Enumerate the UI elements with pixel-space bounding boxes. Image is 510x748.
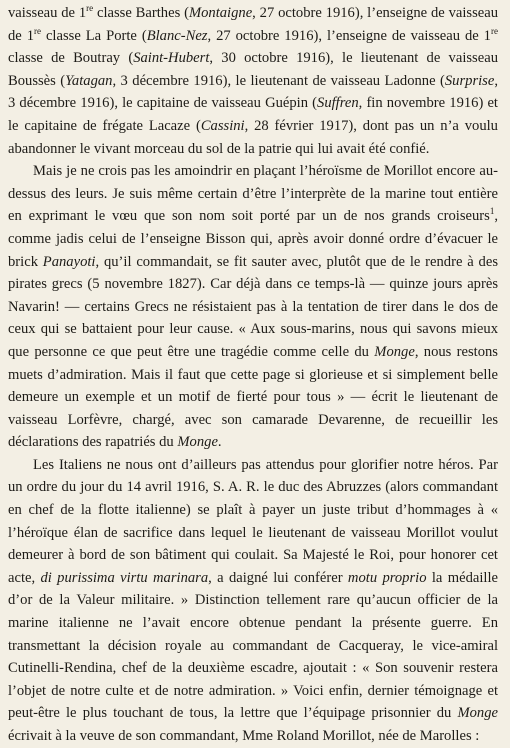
italic-text: motu proprio xyxy=(347,569,427,586)
italic-text: Suffren xyxy=(317,95,359,112)
italic-text: di purissima virtu marinara xyxy=(40,569,209,586)
text-run: la médaille d’or de la Valeur militaire. » Distinction tellement rare qu’aucun officier de la marine italienne ne l’avait encore obtenue pendant la présente guerre. En transmettant la décision royale au commandant de Cacqueray, le vice-amiral Cutinelli-Rendina, chef de la deuxième escadre, ajoutait : « Son souvenir restera l’objet de notre culte et de notre admiration. » Voici enfin, dernier témoignage et peut-être le plus touchant de tous, la lettre que l’équipage prisonnier du xyxy=(8,569,498,722)
italic-text: Blanc-Nez xyxy=(146,27,208,44)
superscript: re xyxy=(34,25,42,36)
superscript: re xyxy=(86,3,94,14)
text-run: , 30 octobre 1916), le lieutenant de vaisseau Boussès ( xyxy=(8,50,498,89)
text-run: . xyxy=(217,434,222,451)
text-run: , 3 décembre 1916), le lieutenant de vaisseau Ladonne ( xyxy=(112,72,445,89)
italic-text: Montaigne xyxy=(188,5,253,21)
text-run: classe La Porte ( xyxy=(41,27,147,44)
text-run: écrivait à la veuve de son commandant, Mme Roland Morillot, née de Marolles : xyxy=(8,728,480,744)
italic-text: Surprise xyxy=(444,72,495,89)
text-run: , nous restons muets d’admiration. Mais il faut que cette page si glorieuse et si simplement belle demeure un exemple et un motif de fierté pour tous » — écrit le lieutenant de vaisseau Lorfèvre, chargé, avec son camarade Devarenne, de recueillir les déclarations des rapatriés du xyxy=(8,343,498,451)
italic-text: Yatagan xyxy=(65,72,113,89)
paragraph xyxy=(8,454,498,748)
text-run: vaisseau de 1 xyxy=(8,5,87,21)
superscript: 1 xyxy=(489,206,495,217)
text-run: classe Barthes ( xyxy=(93,5,189,21)
text-run: Les Italiens ne nous ont d’ailleurs pas attendus pour glorifier notre héros. Par un ordre du jour du 14 avril 1916, S. A. R. le duc des Abruzzes (alors commandant en chef de la flotte italienne) se plaît à payer un juste tribut d’hommages à « l’héroïque élan de sacrifice dans lequel le lieutenant de vaisseau Morillot voulut demeurer à bord de son bâtiment qui coulait. Sa Majesté le Roi, pour honorer cet acte, xyxy=(8,456,498,586)
body-text xyxy=(8,2,498,748)
text-run: , qu’il commandait, se fit sauter avec, plutôt que de le rendre à des pirates grecs (5 novembre 1827). Car déjà dans ce temps-là — quinze jours après Navarin! — certains Grecs ne résistaient pas à la tentation de tirer dans le dos de ceux qui se battaient pour leur cause. « Aux sous-marins, nous qui savons mieux que personne ce que peut être une tragédie comme celle du xyxy=(8,253,498,360)
text-run: classe de Boutray ( xyxy=(8,50,134,67)
italic-text: Panayoti xyxy=(42,253,96,270)
italic-text: Monge xyxy=(177,434,218,451)
italic-text: Cassini xyxy=(200,117,245,134)
italic-text: Monge xyxy=(374,343,415,360)
text-run: , 3 décembre 1916), le capitaine de vaisseau Guépin ( xyxy=(8,72,498,112)
text-run: , fin novembre 1916) et le capitaine de frégate Lacaze ( xyxy=(8,95,498,134)
text-run: , comme jadis celui de l’enseigne Bisson qui, après avoir donné ordre d’évacuer le brick xyxy=(8,208,498,270)
italic-text: Monge xyxy=(457,705,498,722)
text-run: , 27 octobre 1916), l’enseigne de vaisseau de 1 xyxy=(8,5,499,44)
text-run: , 28 février 1917), dont pas un n’a voulu abandonner le vivant morceau du sol de la patrie qui lui avait été confié. xyxy=(8,117,498,157)
text-run: , 27 octobre 1916), l’enseigne de vaisseau de 1 xyxy=(207,27,491,44)
italic-text: Saint-Hubert xyxy=(133,50,210,67)
text-run: , a daigné lui conférer xyxy=(208,569,348,586)
superscript: re xyxy=(490,25,498,36)
paragraph xyxy=(8,160,498,454)
text-run: Mais je ne crois pas les amoindrir en plaçant l’héroïsme de Morillot encore au-dessus des leurs. Je suis même certain d’être l’interprète de la marine tout entière en exprimant le vœu que son nom soit porté par un de nos grands croiseurs xyxy=(8,163,498,225)
paragraph xyxy=(8,2,498,160)
